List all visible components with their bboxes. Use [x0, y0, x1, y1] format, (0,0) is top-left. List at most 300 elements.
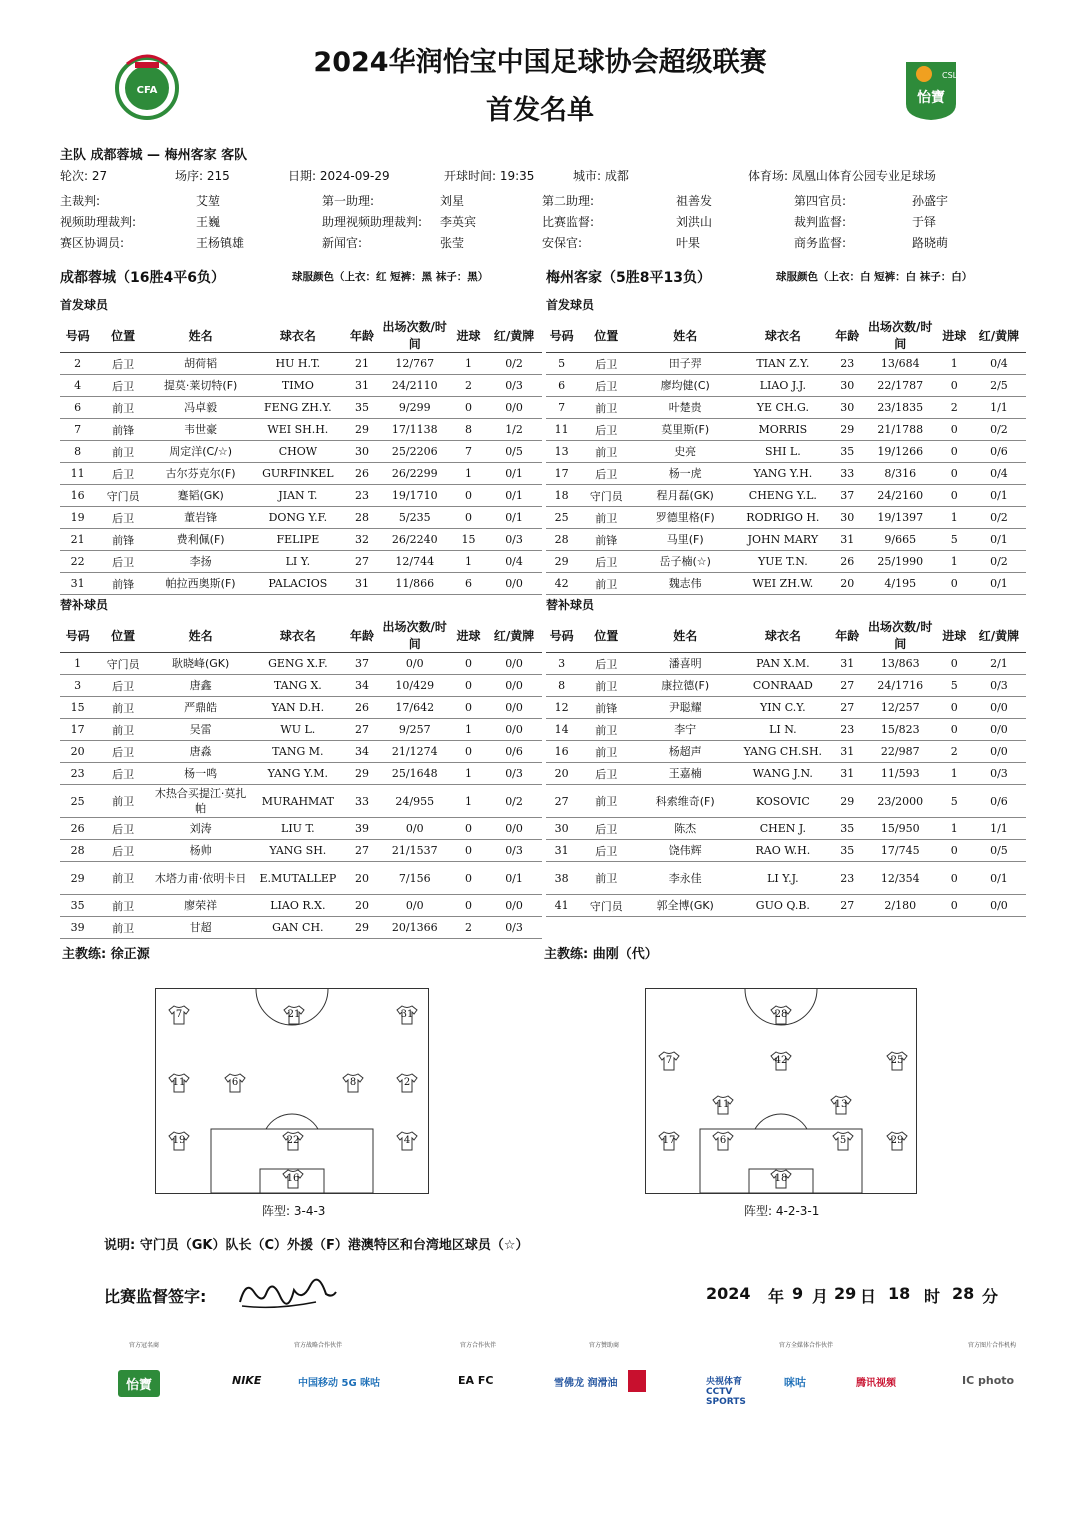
sponsor-label-strategic: 官方战略合作伙伴 [293, 1342, 342, 1349]
appearances: 9/299 [379, 397, 451, 419]
official-name: 刘星 [440, 194, 465, 208]
goals: 0 [937, 840, 972, 862]
shirt-name: GENG X.F. [250, 653, 345, 675]
shirt-number: 13 [834, 1099, 848, 1110]
player-name: 杨帅 [151, 840, 250, 862]
cards: 0/0 [972, 719, 1026, 741]
appearances: 2/180 [864, 895, 937, 917]
player-name: 王嘉楠 [635, 763, 735, 785]
home-starters-label: 首发球员 [60, 298, 109, 312]
goals: 0 [451, 840, 486, 862]
home-subs-table [60, 618, 542, 939]
cards: 0/4 [486, 551, 542, 573]
player-number: 7 [60, 419, 95, 441]
shirt-number: 7 [175, 1009, 183, 1020]
shirt-name: LI Y.J. [735, 862, 831, 895]
cards: 0/2 [972, 507, 1026, 529]
table-row [60, 895, 542, 917]
table-row [60, 697, 542, 719]
player-position: 前卫 [95, 785, 151, 818]
player-shirt [770, 1169, 792, 1189]
table-row [60, 551, 542, 573]
player-number: 20 [60, 741, 95, 763]
table-row [60, 917, 542, 939]
player-name: 魏志伟 [635, 573, 735, 595]
table-row [546, 529, 1026, 551]
cards: 0/0 [486, 573, 542, 595]
shirt-name: E.MUTALLEP [250, 862, 345, 895]
table-row [546, 573, 1026, 595]
official-name: 孙盛宇 [912, 194, 949, 208]
goals: 1 [937, 763, 972, 785]
sponsor-migu: 咪咕 [784, 1376, 806, 1389]
player-position: 前卫 [577, 507, 635, 529]
cards: 0/1 [972, 573, 1026, 595]
official-name: 祖善发 [676, 194, 713, 208]
player-age: 31 [345, 573, 378, 595]
sponsor-label-photo: 官方图片合作机构 [967, 1342, 1016, 1349]
shirt-number: 5 [839, 1135, 847, 1146]
player-name: 严鼎皓 [151, 697, 250, 719]
column-header: 位置 [95, 618, 151, 653]
official-role: 赛区协调员: [60, 236, 125, 250]
player-age: 29 [831, 419, 864, 441]
shirt-name: HU H.T. [250, 353, 345, 375]
goals: 0 [937, 653, 972, 675]
table-row [546, 653, 1026, 675]
cards: 0/3 [486, 763, 542, 785]
table-row [60, 441, 542, 463]
table-row [546, 441, 1026, 463]
goals: 7 [451, 441, 486, 463]
player-shirt [396, 1131, 418, 1151]
player-name: 李扬 [151, 551, 250, 573]
shirt-name: TIAN Z.Y. [735, 353, 831, 375]
player-position: 后卫 [95, 375, 151, 397]
cards: 0/0 [486, 697, 542, 719]
appearances: 24/955 [379, 785, 451, 818]
shirt-name: CHEN J. [735, 818, 831, 840]
column-header: 红/黄牌 [972, 318, 1026, 353]
shirt-name: GUO Q.B. [735, 895, 831, 917]
player-name: 李宁 [635, 719, 735, 741]
cards: 0/0 [972, 697, 1026, 719]
official-name: 叶果 [676, 236, 701, 250]
column-header: 位置 [577, 318, 635, 353]
player-name: 木热合买提江·莫扎帕 [151, 785, 250, 818]
player-age: 35 [831, 840, 864, 862]
player-position: 前锋 [577, 529, 635, 551]
player-position: 前卫 [577, 675, 635, 697]
cards: 0/0 [486, 397, 542, 419]
cards: 0/2 [486, 785, 542, 818]
shirt-name: FELIPE [250, 529, 345, 551]
player-number: 17 [60, 719, 95, 741]
player-number: 6 [546, 375, 577, 397]
player-age: 32 [345, 529, 378, 551]
player-age: 29 [345, 763, 378, 785]
table-row [60, 529, 542, 551]
player-position: 守门员 [577, 895, 635, 917]
table-row [60, 840, 542, 862]
cards: 0/1 [486, 862, 542, 895]
goals: 1 [937, 818, 972, 840]
player-number: 16 [546, 741, 577, 763]
player-age: 31 [831, 763, 864, 785]
cards: 0/6 [972, 441, 1026, 463]
table-row [60, 375, 542, 397]
table-row [60, 653, 542, 675]
table-row [60, 485, 542, 507]
player-shirt [168, 1073, 190, 1093]
cards: 1/2 [486, 419, 542, 441]
table-row [546, 895, 1026, 917]
csl-logo-text: 怡寶 [917, 90, 945, 106]
appearances: 17/745 [864, 840, 937, 862]
table-row [546, 719, 1026, 741]
player-name: 蹇韬(GK) [151, 485, 250, 507]
player-shirt [770, 1005, 792, 1025]
goals: 8 [451, 419, 486, 441]
cards: 0/1 [486, 463, 542, 485]
player-number: 28 [60, 840, 95, 862]
player-shirt [770, 1051, 792, 1071]
player-age: 31 [831, 741, 864, 763]
shirt-name: YAN D.H. [250, 697, 345, 719]
date-month: 9 [792, 1284, 804, 1303]
player-position: 前卫 [95, 895, 151, 917]
away-subs-table [546, 618, 1026, 917]
column-header: 进球 [937, 318, 972, 353]
player-name: 潘喜明 [635, 653, 735, 675]
official-role: 第二助理: [542, 194, 595, 208]
appearances: 9/665 [864, 529, 937, 551]
date-minute: 28 [952, 1284, 975, 1303]
table-row [546, 818, 1026, 840]
appearances: 8/316 [864, 463, 937, 485]
player-number: 19 [60, 507, 95, 529]
cards: 0/3 [972, 763, 1026, 785]
player-age: 27 [345, 719, 378, 741]
home-formation-pitch [155, 988, 429, 1194]
player-position: 前锋 [577, 697, 635, 719]
column-header: 号码 [546, 318, 577, 353]
goals: 0 [937, 697, 972, 719]
player-number: 29 [60, 862, 95, 895]
sponsor-ic-photo: IC photo [962, 1374, 1015, 1387]
official-name: 艾堃 [196, 194, 221, 208]
official-name: 路晓萌 [912, 236, 949, 250]
player-number: 29 [546, 551, 577, 573]
official-name: 于铎 [912, 215, 937, 229]
cards: 0/4 [972, 353, 1026, 375]
player-age: 29 [831, 785, 864, 818]
goals: 0 [937, 485, 972, 507]
player-number: 3 [546, 653, 577, 675]
cards: 0/4 [972, 463, 1026, 485]
player-number: 4 [60, 375, 95, 397]
player-age: 23 [831, 353, 864, 375]
player-shirt [283, 1005, 305, 1025]
player-age: 26 [831, 551, 864, 573]
column-header: 号码 [60, 618, 95, 653]
venue: 体育场: 凤凰山体育公园专业足球场 [748, 169, 936, 183]
column-header: 姓名 [635, 318, 735, 353]
appearances: 5/235 [379, 507, 451, 529]
player-age: 23 [345, 485, 378, 507]
player-name: 吴雷 [151, 719, 250, 741]
goals: 1 [451, 551, 486, 573]
player-position: 前锋 [95, 573, 151, 595]
player-name: 程月磊(GK) [635, 485, 735, 507]
player-age: 27 [345, 840, 378, 862]
away-formation: 阵型: 4-2-3-1 [744, 1204, 820, 1218]
shirt-name: WANG J.N. [735, 763, 831, 785]
table-row [60, 397, 542, 419]
table-row [546, 551, 1026, 573]
appearances: 25/1648 [379, 763, 451, 785]
table-row [546, 375, 1026, 397]
player-position: 守门员 [577, 485, 635, 507]
goals: 1 [451, 785, 486, 818]
player-age: 31 [831, 653, 864, 675]
shirt-number: 19 [172, 1135, 186, 1146]
player-number: 31 [546, 840, 577, 862]
player-number: 17 [546, 463, 577, 485]
official-role: 主裁判: [60, 194, 101, 208]
appearances: 20/1366 [379, 917, 451, 939]
shirt-name: GAN CH. [250, 917, 345, 939]
player-position: 守门员 [95, 485, 151, 507]
player-number: 1 [60, 653, 95, 675]
player-position: 前卫 [577, 719, 635, 741]
player-position: 后卫 [577, 551, 635, 573]
shirt-name: SHI L. [735, 441, 831, 463]
player-position: 前卫 [95, 441, 151, 463]
appearances: 0/0 [379, 818, 451, 840]
goals: 2 [451, 917, 486, 939]
player-position: 后卫 [95, 353, 151, 375]
appearances: 4/195 [864, 573, 937, 595]
player-number: 41 [546, 895, 577, 917]
cards: 0/1 [972, 485, 1026, 507]
player-name: 木塔力甫·依明卡日 [151, 862, 250, 895]
appearances: 0/0 [379, 653, 451, 675]
appearances: 21/1274 [379, 741, 451, 763]
appearances: 23/1835 [864, 397, 937, 419]
player-age: 37 [831, 485, 864, 507]
table-row [546, 419, 1026, 441]
goals: 0 [937, 463, 972, 485]
player-name: 杨超声 [635, 741, 735, 763]
official-name: 刘洪山 [676, 215, 713, 229]
date-year: 2024 [706, 1284, 751, 1303]
player-number: 26 [60, 818, 95, 840]
cards: 0/0 [486, 675, 542, 697]
player-number: 3 [60, 675, 95, 697]
cards: 0/1 [972, 529, 1026, 551]
player-age: 21 [345, 353, 378, 375]
appearances: 19/1710 [379, 485, 451, 507]
cards: 0/2 [972, 551, 1026, 573]
appearances: 19/1397 [864, 507, 937, 529]
player-number: 14 [546, 719, 577, 741]
player-age: 30 [831, 397, 864, 419]
player-name: 田子羿 [635, 353, 735, 375]
shirt-name: TIMO [250, 375, 345, 397]
column-header: 姓名 [151, 318, 250, 353]
player-name: 甘超 [151, 917, 250, 939]
column-header: 年龄 [831, 318, 864, 353]
player-name: 史亮 [635, 441, 735, 463]
player-age: 27 [831, 675, 864, 697]
shirt-name: CHOW [250, 441, 345, 463]
away-team-name: 梅州客家（5胜8平13负） [546, 270, 711, 286]
player-name: 马里(F) [635, 529, 735, 551]
shirt-number: 31 [400, 1009, 414, 1020]
shirt-name: MORRIS [735, 419, 831, 441]
player-position: 后卫 [577, 375, 635, 397]
player-shirt [168, 1005, 190, 1025]
shirt-number: 6 [231, 1077, 239, 1088]
player-name: 董岩锋 [151, 507, 250, 529]
player-age: 26 [345, 697, 378, 719]
column-header: 球衣名 [250, 318, 345, 353]
player-shirt [658, 1131, 680, 1151]
player-name: 杨一鸣 [151, 763, 250, 785]
appearances: 24/1716 [864, 675, 937, 697]
official-role: 新闻官: [322, 236, 363, 250]
player-position: 前卫 [95, 697, 151, 719]
round: 轮次: 27 [60, 169, 108, 183]
city: 城市: 成都 [573, 169, 629, 183]
player-number: 28 [546, 529, 577, 551]
column-header: 号码 [60, 318, 95, 353]
player-name: 尹聪耀 [635, 697, 735, 719]
goals: 0 [451, 697, 486, 719]
shirt-number: 11 [172, 1077, 186, 1088]
player-number: 35 [60, 895, 95, 917]
goals: 5 [937, 785, 972, 818]
date-hour: 18 [888, 1284, 911, 1303]
column-header: 出场次数/时间 [864, 618, 937, 653]
sponsor-tencent: 腾讯视频 [856, 1378, 896, 1389]
table-row [546, 763, 1026, 785]
sponsor-chevron: 雪佛龙 润滑油 [554, 1378, 618, 1389]
player-shirt [282, 1169, 304, 1189]
shirt-name: YANG Y.M. [250, 763, 345, 785]
official-name: 李英宾 [440, 215, 477, 229]
player-shirt [658, 1051, 680, 1071]
player-name: 陈杰 [635, 818, 735, 840]
player-number: 27 [546, 785, 577, 818]
appearances: 26/2299 [379, 463, 451, 485]
player-name: 叶楚贵 [635, 397, 735, 419]
official-role: 比赛监督: [542, 215, 595, 229]
player-position: 后卫 [95, 675, 151, 697]
cards: 0/1 [486, 485, 542, 507]
goals: 0 [451, 818, 486, 840]
sponsor-label-media: 官方全媒体合作伙伴 [778, 1342, 833, 1349]
appearances: 13/863 [864, 653, 937, 675]
cards: 0/0 [972, 895, 1026, 917]
player-position: 前锋 [95, 529, 151, 551]
player-position: 后卫 [577, 763, 635, 785]
appearances: 15/823 [864, 719, 937, 741]
appearances: 17/642 [379, 697, 451, 719]
shirt-name: LIU T. [250, 818, 345, 840]
shirt-number: 22 [286, 1135, 300, 1146]
table-row [60, 862, 542, 895]
player-age: 31 [345, 375, 378, 397]
player-shirt [396, 1073, 418, 1093]
appearances: 19/1266 [864, 441, 937, 463]
player-number: 42 [546, 573, 577, 595]
column-header: 年龄 [345, 318, 378, 353]
column-header: 球衣名 [250, 618, 345, 653]
goals: 0 [937, 573, 972, 595]
player-position: 前卫 [577, 573, 635, 595]
away-subs-label: 替补球员 [546, 598, 595, 612]
sponsor-china-mobile: 中国移动 5G 咪咕 [298, 1378, 381, 1389]
player-position: 后卫 [577, 419, 635, 441]
cfa-logo-text: CFA [136, 85, 158, 96]
goals: 1 [451, 463, 486, 485]
cards: 1/1 [972, 397, 1026, 419]
player-name: 费利佩(F) [151, 529, 250, 551]
player-name: 胡荷韬 [151, 353, 250, 375]
player-position: 后卫 [95, 463, 151, 485]
cards: 1/1 [972, 818, 1026, 840]
column-header: 号码 [546, 618, 577, 653]
table-row [546, 741, 1026, 763]
player-age: 34 [345, 741, 378, 763]
shirt-name: FENG ZH.Y. [250, 397, 345, 419]
date-day: 29 [834, 1284, 857, 1303]
shirt-name: TANG M. [250, 741, 345, 763]
player-age: 23 [831, 862, 864, 895]
player-position: 前卫 [95, 917, 151, 939]
cards: 0/1 [486, 507, 542, 529]
table-row [546, 353, 1026, 375]
away-starters-table [546, 318, 1026, 595]
player-position: 前卫 [95, 862, 151, 895]
cards: 0/6 [972, 785, 1026, 818]
player-position: 后卫 [577, 353, 635, 375]
cards: 2/1 [972, 653, 1026, 675]
cards: 0/0 [486, 818, 542, 840]
goals: 0 [451, 895, 486, 917]
signature-label: 比赛监督签字: [104, 1287, 207, 1306]
sponsor-cctv: 央视体育 CCTV SPORTS [706, 1377, 746, 1407]
shirt-name: YANG SH. [250, 840, 345, 862]
player-position: 后卫 [95, 551, 151, 573]
player-position: 后卫 [577, 653, 635, 675]
player-position: 前卫 [577, 397, 635, 419]
player-position: 后卫 [95, 741, 151, 763]
shirt-name: YANG CH.SH. [735, 741, 831, 763]
appearances: 21/1788 [864, 419, 937, 441]
official-role: 裁判监督: [794, 215, 847, 229]
table-row [60, 741, 542, 763]
player-age: 29 [345, 917, 378, 939]
shirt-name: JOHN MARY [735, 529, 831, 551]
cards: 0/0 [486, 719, 542, 741]
goals: 0 [451, 675, 486, 697]
player-age: 37 [345, 653, 378, 675]
player-position: 后卫 [95, 818, 151, 840]
sponsor-label-title: 官方冠名商 [128, 1342, 159, 1349]
